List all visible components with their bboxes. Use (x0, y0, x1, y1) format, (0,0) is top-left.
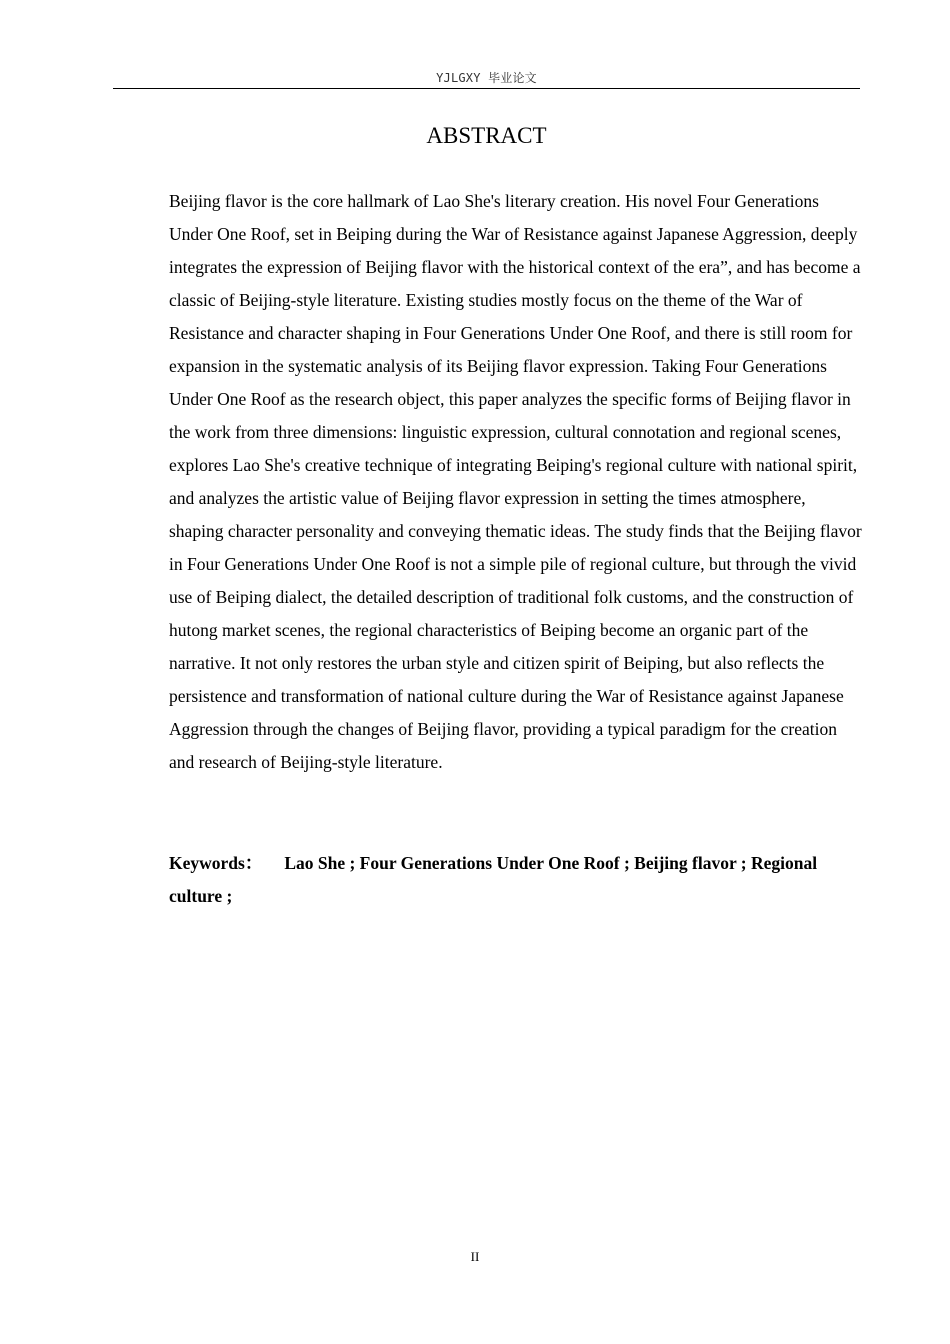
page-number: II (470, 1249, 480, 1264)
header-text: YJLGXY 毕业论文 (436, 71, 537, 85)
keywords-label: Keywords： (169, 853, 263, 873)
keywords-text: Lao She ; Four Generations Under One Roof ; Beijing flavor ; Regional culture ; (169, 853, 818, 906)
page-title: ABSTRACT (426, 123, 547, 148)
abstract-body: Beijing flavor is the core hallmark of Lao She's literary creation. His novel Four Generations Under One Roof, set in Beiping during the War of Resistance against Japanese Aggression, deeply integrates the expression of Beijing flavor with the historical context of the era”, and has become a classic of Beijing-style literature. Existing studies mostly focus on the theme of the War of Resistance and character shaping in Four Generations Under One Roof, and there is still room for expansion in the systematic analysis of its Beijing flavor expression. Taking Four Generations Under One Roof as the research object, this paper analyzes the specific forms of Beijing flavor in the work from three dimensions: linguistic expression, cultural connotation and regional scenes, explores Lao She's creative technique of integrating Beiping's regional culture with national spirit, and analyzes the artistic value of Beijing flavor expression in setting the times atmosphere, shaping character personality and conveying thematic ideas. The study finds that the Beijing flavor in Four Generations Under One Roof is not a simple pile of regional culture, but through the vivid use of Beiping dialect, the detailed description of traditional folk customs, and the construction of hutong market scenes, the regional characteristics of Beiping become an organic part of the narrative. It not only restores the urban style and citizen spirit of Beiping, but also reflects the persistence and transformation of national culture during the War of Resistance against Japanese Aggression through the changes of Beijing flavor, providing a typical paradigm for the creation and research of Beijing-style literature. (169, 191, 862, 772)
keywords-line (169, 847, 863, 913)
page-header (113, 66, 860, 89)
